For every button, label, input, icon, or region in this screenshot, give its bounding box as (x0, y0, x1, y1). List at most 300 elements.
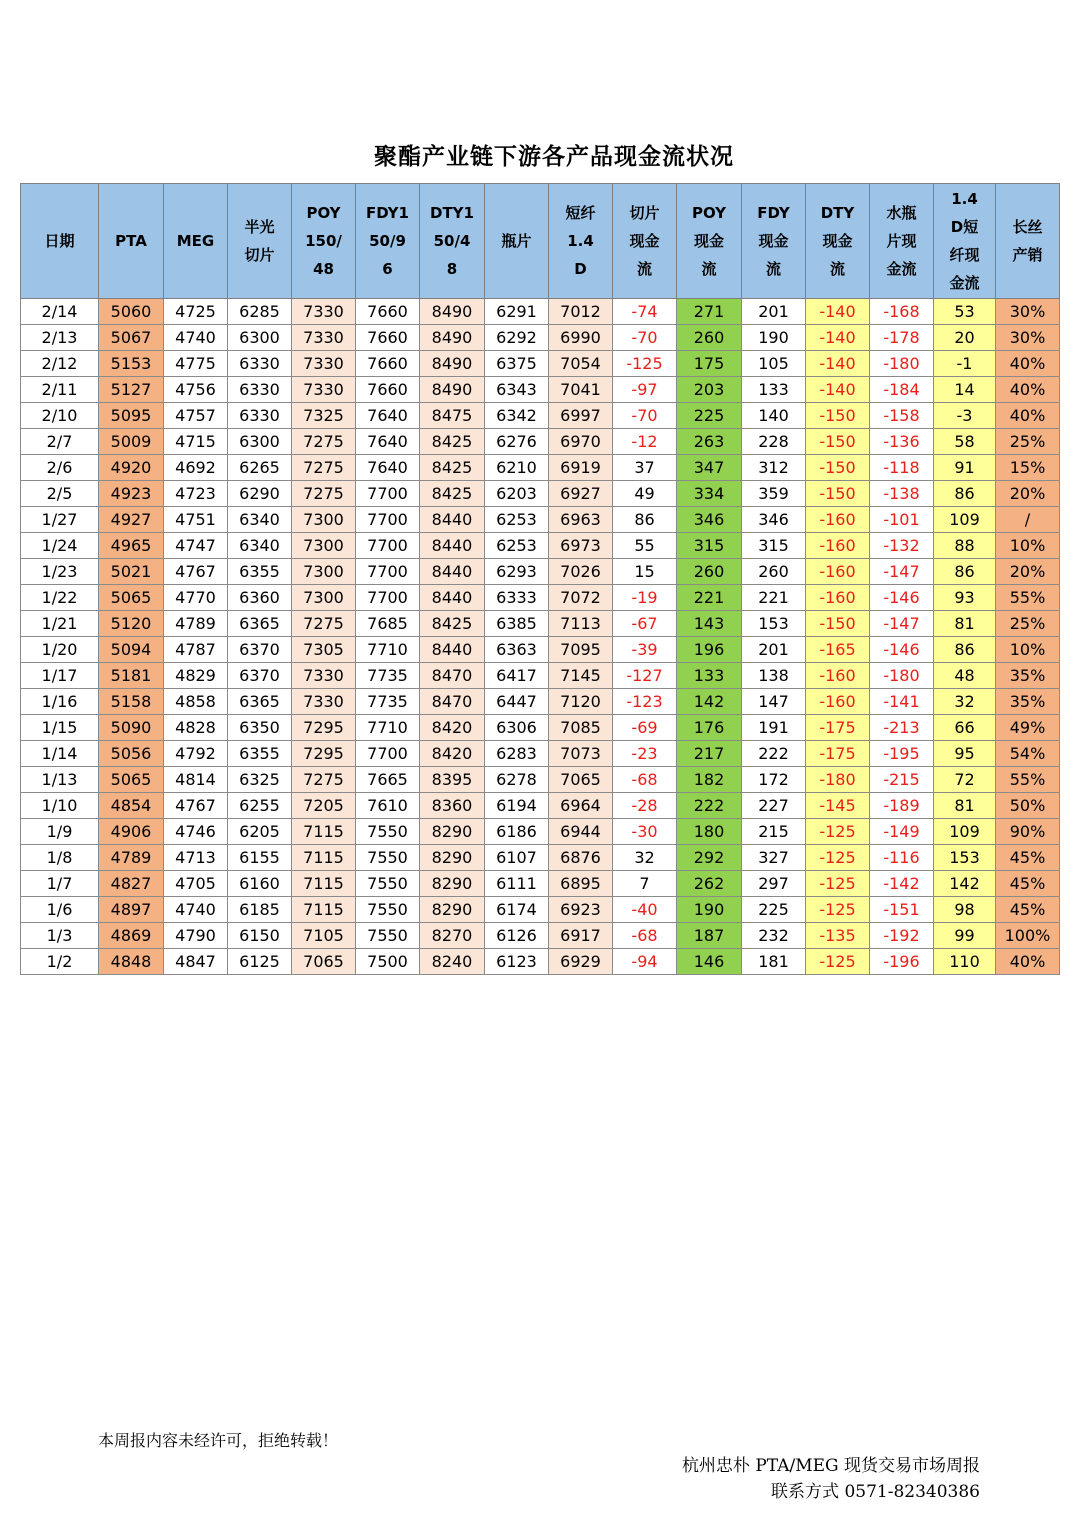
cell-poy-cash-flow: 142 (677, 689, 742, 715)
cell-date: 1/14 (21, 741, 99, 767)
cell-bottle-cash-flow: -147 (870, 559, 934, 585)
cell-chip-cash-flow: -67 (613, 611, 677, 637)
cell-filament-sales: 55% (996, 585, 1060, 611)
cell-bottle-cash-flow: -118 (870, 455, 934, 481)
cell-dty-cash-flow: -175 (806, 741, 870, 767)
cell-dty: 8290 (420, 819, 485, 845)
cell-dty: 8440 (420, 637, 485, 663)
cell-meg: 4790 (164, 923, 228, 949)
cell-dty: 8490 (420, 325, 485, 351)
cell-poy: 7275 (292, 767, 356, 793)
cell-dty-cash-flow: -160 (806, 559, 870, 585)
cell-poy-cash-flow: 262 (677, 871, 742, 897)
cell-staple-cash-flow: 98 (934, 897, 996, 923)
cell-date: 1/22 (21, 585, 99, 611)
cell-meg: 4692 (164, 455, 228, 481)
col-header-label: 1.4D短纤现金流 (949, 190, 980, 292)
cell-date: 1/8 (21, 845, 99, 871)
cell-staple-fiber: 6929 (549, 949, 613, 975)
cell-staple-cash-flow: 53 (934, 299, 996, 325)
cell-filament-sales: 40% (996, 949, 1060, 975)
cell-pta: 5021 (99, 559, 164, 585)
cell-date: 1/17 (21, 663, 99, 689)
col-header-staple-fiber (549, 184, 613, 299)
cell-filament-sales: 25% (996, 611, 1060, 637)
cell-pta: 5065 (99, 767, 164, 793)
cell-date: 1/21 (21, 611, 99, 637)
cell-semi-dull-chip: 6340 (228, 533, 292, 559)
footer-publisher: 杭州忠朴 PTA/MEG 现货交易市场周报 (681, 1456, 980, 1476)
cell-meg: 4757 (164, 403, 228, 429)
cell-date: 2/13 (21, 325, 99, 351)
cell-staple-fiber: 6990 (549, 325, 613, 351)
cell-staple-fiber: 7041 (549, 377, 613, 403)
cell-dty-cash-flow: -160 (806, 663, 870, 689)
cell-dty-cash-flow: -150 (806, 429, 870, 455)
cell-staple-cash-flow: 81 (934, 611, 996, 637)
cell-bottle-chip: 6210 (485, 455, 549, 481)
cell-bottle-cash-flow: -149 (870, 819, 934, 845)
cell-staple-fiber: 6944 (549, 819, 613, 845)
cell-staple-fiber: 6927 (549, 481, 613, 507)
cell-pta: 5009 (99, 429, 164, 455)
cell-semi-dull-chip: 6350 (228, 715, 292, 741)
col-header-label: 切片现金流 (629, 204, 660, 278)
col-header-bottle-chip (485, 184, 549, 299)
cell-fdy: 7550 (356, 845, 420, 871)
cell-filament-sales: 100% (996, 923, 1060, 949)
cell-bottle-cash-flow: -178 (870, 325, 934, 351)
cell-chip-cash-flow: -123 (613, 689, 677, 715)
cell-poy: 7300 (292, 559, 356, 585)
cell-fdy: 7685 (356, 611, 420, 637)
cell-semi-dull-chip: 6355 (228, 741, 292, 767)
cell-filament-sales: 90% (996, 819, 1060, 845)
col-header-label: 短纤1.4D (565, 204, 596, 278)
cell-staple-cash-flow: 20 (934, 325, 996, 351)
cell-semi-dull-chip: 6325 (228, 767, 292, 793)
cell-semi-dull-chip: 6155 (228, 845, 292, 871)
cell-chip-cash-flow: -74 (613, 299, 677, 325)
cell-chip-cash-flow: 55 (613, 533, 677, 559)
cell-filament-sales: / (996, 507, 1060, 533)
cell-fdy: 7735 (356, 689, 420, 715)
cell-date: 2/12 (21, 351, 99, 377)
table-row (21, 559, 1060, 585)
table-row (21, 429, 1060, 455)
cell-staple-cash-flow: 99 (934, 923, 996, 949)
cell-fdy-cash-flow: 215 (742, 819, 806, 845)
cell-pta: 4869 (99, 923, 164, 949)
cell-date: 1/24 (21, 533, 99, 559)
table-row (21, 455, 1060, 481)
cell-meg: 4746 (164, 819, 228, 845)
cell-staple-cash-flow: 32 (934, 689, 996, 715)
cell-date: 1/23 (21, 559, 99, 585)
cell-chip-cash-flow: -30 (613, 819, 677, 845)
cell-semi-dull-chip: 6205 (228, 819, 292, 845)
table-row (21, 533, 1060, 559)
cell-meg: 4756 (164, 377, 228, 403)
cell-staple-fiber: 6973 (549, 533, 613, 559)
cell-pta: 5127 (99, 377, 164, 403)
cell-bottle-cash-flow: -146 (870, 585, 934, 611)
cell-bottle-cash-flow: -168 (870, 299, 934, 325)
cell-meg: 4814 (164, 767, 228, 793)
cell-meg: 4705 (164, 871, 228, 897)
cell-bottle-chip: 6253 (485, 533, 549, 559)
cell-poy-cash-flow: 221 (677, 585, 742, 611)
cell-bottle-chip: 6447 (485, 689, 549, 715)
col-header-label: POY现金流 (691, 204, 727, 278)
cell-bottle-chip: 6417 (485, 663, 549, 689)
cell-fdy: 7665 (356, 767, 420, 793)
table-row (21, 299, 1060, 325)
cell-staple-fiber: 7145 (549, 663, 613, 689)
cell-pta: 5181 (99, 663, 164, 689)
cell-dty-cash-flow: -135 (806, 923, 870, 949)
col-header-label: 水瓶片现金流 (886, 204, 917, 278)
cell-fdy: 7700 (356, 741, 420, 767)
cell-staple-fiber: 7085 (549, 715, 613, 741)
cell-semi-dull-chip: 6355 (228, 559, 292, 585)
cell-poy: 7275 (292, 481, 356, 507)
cell-bottle-cash-flow: -151 (870, 897, 934, 923)
cell-chip-cash-flow: 7 (613, 871, 677, 897)
cell-fdy-cash-flow: 225 (742, 897, 806, 923)
cell-fdy-cash-flow: 232 (742, 923, 806, 949)
cell-poy-cash-flow: 260 (677, 559, 742, 585)
table-row (21, 897, 1060, 923)
cell-fdy: 7640 (356, 429, 420, 455)
cell-chip-cash-flow: -70 (613, 325, 677, 351)
cell-filament-sales: 30% (996, 325, 1060, 351)
cell-semi-dull-chip: 6365 (228, 689, 292, 715)
cell-chip-cash-flow: 49 (613, 481, 677, 507)
cell-staple-fiber: 6970 (549, 429, 613, 455)
cell-date: 1/10 (21, 793, 99, 819)
cell-fdy: 7500 (356, 949, 420, 975)
cell-bottle-chip: 6306 (485, 715, 549, 741)
cell-date: 2/10 (21, 403, 99, 429)
cell-bottle-chip: 6126 (485, 923, 549, 949)
cell-poy-cash-flow: 133 (677, 663, 742, 689)
cell-bottle-cash-flow: -196 (870, 949, 934, 975)
cell-poy: 7325 (292, 403, 356, 429)
cell-bottle-chip: 6343 (485, 377, 549, 403)
cell-bottle-cash-flow: -213 (870, 715, 934, 741)
cash-flow-table (20, 183, 1060, 975)
cell-bottle-chip: 6174 (485, 897, 549, 923)
cell-filament-sales: 55% (996, 767, 1060, 793)
cell-staple-fiber: 6997 (549, 403, 613, 429)
cell-chip-cash-flow: -125 (613, 351, 677, 377)
cell-chip-cash-flow: -69 (613, 715, 677, 741)
cell-staple-cash-flow: 110 (934, 949, 996, 975)
cell-date: 2/7 (21, 429, 99, 455)
cell-bottle-chip: 6203 (485, 481, 549, 507)
cell-date: 1/6 (21, 897, 99, 923)
cell-dty: 8240 (420, 949, 485, 975)
cell-dty: 8470 (420, 689, 485, 715)
col-header-label: DTY150/48 (430, 204, 474, 278)
cell-dty-cash-flow: -150 (806, 481, 870, 507)
cell-pta: 5067 (99, 325, 164, 351)
cell-fdy-cash-flow: 140 (742, 403, 806, 429)
cell-poy-cash-flow: 217 (677, 741, 742, 767)
cell-bottle-cash-flow: -158 (870, 403, 934, 429)
cell-chip-cash-flow: -68 (613, 767, 677, 793)
cell-fdy-cash-flow: 172 (742, 767, 806, 793)
cell-meg: 4751 (164, 507, 228, 533)
cell-staple-fiber: 7095 (549, 637, 613, 663)
cell-fdy-cash-flow: 327 (742, 845, 806, 871)
cell-fdy-cash-flow: 105 (742, 351, 806, 377)
cell-staple-cash-flow: 91 (934, 455, 996, 481)
cell-poy-cash-flow: 196 (677, 637, 742, 663)
cell-fdy-cash-flow: 228 (742, 429, 806, 455)
table-row (21, 793, 1060, 819)
cell-fdy-cash-flow: 191 (742, 715, 806, 741)
cell-fdy: 7610 (356, 793, 420, 819)
cell-dty-cash-flow: -165 (806, 637, 870, 663)
cell-chip-cash-flow: 86 (613, 507, 677, 533)
cell-fdy: 7550 (356, 923, 420, 949)
cell-filament-sales: 45% (996, 871, 1060, 897)
cell-poy: 7330 (292, 377, 356, 403)
cell-pta: 5090 (99, 715, 164, 741)
cell-fdy: 7660 (356, 351, 420, 377)
cell-bottle-chip: 6186 (485, 819, 549, 845)
copyright-note: 本周报内容未经许可，拒绝转载！ (98, 1431, 339, 1450)
cell-semi-dull-chip: 6185 (228, 897, 292, 923)
cell-dty-cash-flow: -150 (806, 611, 870, 637)
cell-chip-cash-flow: -94 (613, 949, 677, 975)
cell-fdy: 7640 (356, 403, 420, 429)
cell-staple-cash-flow: 86 (934, 481, 996, 507)
cell-semi-dull-chip: 6330 (228, 351, 292, 377)
cell-bottle-cash-flow: -189 (870, 793, 934, 819)
cell-staple-fiber: 7012 (549, 299, 613, 325)
cell-filament-sales: 40% (996, 351, 1060, 377)
cell-dty-cash-flow: -145 (806, 793, 870, 819)
cell-pta: 5158 (99, 689, 164, 715)
cell-staple-fiber: 7113 (549, 611, 613, 637)
cell-fdy: 7550 (356, 897, 420, 923)
cell-filament-sales: 35% (996, 663, 1060, 689)
cell-date: 1/2 (21, 949, 99, 975)
cell-bottle-cash-flow: -147 (870, 611, 934, 637)
cell-meg: 4792 (164, 741, 228, 767)
cell-staple-cash-flow: 142 (934, 871, 996, 897)
cell-dty: 8420 (420, 715, 485, 741)
cell-meg: 4725 (164, 299, 228, 325)
cell-dty: 8425 (420, 455, 485, 481)
cell-poy-cash-flow: 346 (677, 507, 742, 533)
cell-staple-cash-flow: 66 (934, 715, 996, 741)
cell-meg: 4767 (164, 793, 228, 819)
cell-dty-cash-flow: -125 (806, 897, 870, 923)
cell-staple-fiber: 6964 (549, 793, 613, 819)
cell-poy: 7300 (292, 507, 356, 533)
cell-bottle-cash-flow: -132 (870, 533, 934, 559)
cell-poy-cash-flow: 260 (677, 325, 742, 351)
cell-fdy-cash-flow: 359 (742, 481, 806, 507)
table-row (21, 741, 1060, 767)
cell-poy: 7275 (292, 455, 356, 481)
cell-pta: 5056 (99, 741, 164, 767)
cell-poy-cash-flow: 175 (677, 351, 742, 377)
cell-staple-cash-flow: 86 (934, 637, 996, 663)
cell-dty: 8290 (420, 871, 485, 897)
table-row (21, 689, 1060, 715)
cell-semi-dull-chip: 6285 (228, 299, 292, 325)
footer-contact: 联系方式 0571-82340386 (771, 1482, 980, 1502)
col-header-label: FDY现金流 (757, 204, 790, 278)
cell-fdy: 7710 (356, 637, 420, 663)
cell-chip-cash-flow: -68 (613, 923, 677, 949)
col-header-label: DTY现金流 (820, 204, 855, 278)
cell-poy-cash-flow: 222 (677, 793, 742, 819)
cell-dty-cash-flow: -150 (806, 455, 870, 481)
cell-date: 1/15 (21, 715, 99, 741)
cell-fdy: 7700 (356, 481, 420, 507)
cell-poy: 7065 (292, 949, 356, 975)
col-header-pta (99, 184, 164, 299)
cell-staple-fiber: 6917 (549, 923, 613, 949)
cell-fdy-cash-flow: 153 (742, 611, 806, 637)
table-row (21, 611, 1060, 637)
cell-fdy-cash-flow: 315 (742, 533, 806, 559)
cell-filament-sales: 40% (996, 403, 1060, 429)
cell-bottle-cash-flow: -215 (870, 767, 934, 793)
cell-bottle-chip: 6363 (485, 637, 549, 663)
cell-poy-cash-flow: 225 (677, 403, 742, 429)
cell-poy: 7275 (292, 429, 356, 455)
cell-pta: 4897 (99, 897, 164, 923)
cell-staple-fiber: 6963 (549, 507, 613, 533)
cell-staple-cash-flow: 153 (934, 845, 996, 871)
cell-date: 1/27 (21, 507, 99, 533)
cell-meg: 4858 (164, 689, 228, 715)
table-row (21, 507, 1060, 533)
cell-poy-cash-flow: 347 (677, 455, 742, 481)
cell-staple-fiber: 7065 (549, 767, 613, 793)
cell-semi-dull-chip: 6290 (228, 481, 292, 507)
cell-bottle-chip: 6293 (485, 559, 549, 585)
cell-semi-dull-chip: 6125 (228, 949, 292, 975)
cell-date: 1/13 (21, 767, 99, 793)
cell-meg: 4767 (164, 559, 228, 585)
cell-filament-sales: 54% (996, 741, 1060, 767)
cell-meg: 4747 (164, 533, 228, 559)
cell-fdy: 7735 (356, 663, 420, 689)
cell-bottle-chip: 6342 (485, 403, 549, 429)
cell-dty-cash-flow: -125 (806, 819, 870, 845)
cell-poy: 7105 (292, 923, 356, 949)
cell-bottle-cash-flow: -146 (870, 637, 934, 663)
cell-staple-fiber: 6876 (549, 845, 613, 871)
cell-pta: 4923 (99, 481, 164, 507)
cell-semi-dull-chip: 6360 (228, 585, 292, 611)
col-header-bottle-cash-flow (870, 184, 934, 299)
cell-meg: 4847 (164, 949, 228, 975)
cell-pta: 4848 (99, 949, 164, 975)
col-header-chip-cash-flow (613, 184, 677, 299)
cell-staple-cash-flow: 109 (934, 507, 996, 533)
col-header-fdy (356, 184, 420, 299)
cell-dty-cash-flow: -125 (806, 845, 870, 871)
cell-staple-cash-flow: 109 (934, 819, 996, 845)
cell-dty-cash-flow: -160 (806, 585, 870, 611)
cell-date: 1/3 (21, 923, 99, 949)
cell-bottle-cash-flow: -180 (870, 663, 934, 689)
cell-pta: 4789 (99, 845, 164, 871)
cell-fdy: 7660 (356, 299, 420, 325)
col-header-fdy-cash-flow (742, 184, 806, 299)
cell-dty-cash-flow: -125 (806, 949, 870, 975)
cell-date: 2/5 (21, 481, 99, 507)
col-header-label: 日期 (44, 232, 75, 250)
cell-bottle-chip: 6111 (485, 871, 549, 897)
cell-fdy-cash-flow: 297 (742, 871, 806, 897)
cell-staple-cash-flow: 72 (934, 767, 996, 793)
cell-dty-cash-flow: -125 (806, 871, 870, 897)
cell-poy: 7295 (292, 741, 356, 767)
cell-staple-fiber: 6895 (549, 871, 613, 897)
cell-fdy: 7660 (356, 325, 420, 351)
cell-poy: 7330 (292, 299, 356, 325)
cell-staple-cash-flow: 86 (934, 559, 996, 585)
cell-poy: 7275 (292, 611, 356, 637)
cell-meg: 4713 (164, 845, 228, 871)
col-header-filament-sales (996, 184, 1060, 299)
cell-pta: 5120 (99, 611, 164, 637)
cell-poy: 7305 (292, 637, 356, 663)
cell-dty: 8490 (420, 299, 485, 325)
cell-fdy: 7700 (356, 533, 420, 559)
cell-semi-dull-chip: 6265 (228, 455, 292, 481)
cell-chip-cash-flow: -12 (613, 429, 677, 455)
cell-semi-dull-chip: 6160 (228, 871, 292, 897)
cell-bottle-chip: 6385 (485, 611, 549, 637)
cell-semi-dull-chip: 6365 (228, 611, 292, 637)
cell-bottle-chip: 6278 (485, 767, 549, 793)
cell-bottle-chip: 6333 (485, 585, 549, 611)
cell-filament-sales: 45% (996, 897, 1060, 923)
cell-dty: 8270 (420, 923, 485, 949)
cell-dty: 8490 (420, 351, 485, 377)
cell-dty: 8440 (420, 585, 485, 611)
cell-dty: 8490 (420, 377, 485, 403)
table-row (21, 325, 1060, 351)
cell-poy: 7300 (292, 585, 356, 611)
cell-chip-cash-flow: -97 (613, 377, 677, 403)
cell-pta: 4920 (99, 455, 164, 481)
col-header-dty (420, 184, 485, 299)
cell-dty-cash-flow: -160 (806, 533, 870, 559)
cell-fdy-cash-flow: 346 (742, 507, 806, 533)
cell-dty: 8425 (420, 481, 485, 507)
cell-poy: 7330 (292, 325, 356, 351)
cell-dty: 8440 (420, 559, 485, 585)
table-row (21, 663, 1060, 689)
cell-bottle-cash-flow: -116 (870, 845, 934, 871)
cell-date: 2/6 (21, 455, 99, 481)
cell-filament-sales: 49% (996, 715, 1060, 741)
cell-semi-dull-chip: 6300 (228, 325, 292, 351)
cell-bottle-cash-flow: -184 (870, 377, 934, 403)
